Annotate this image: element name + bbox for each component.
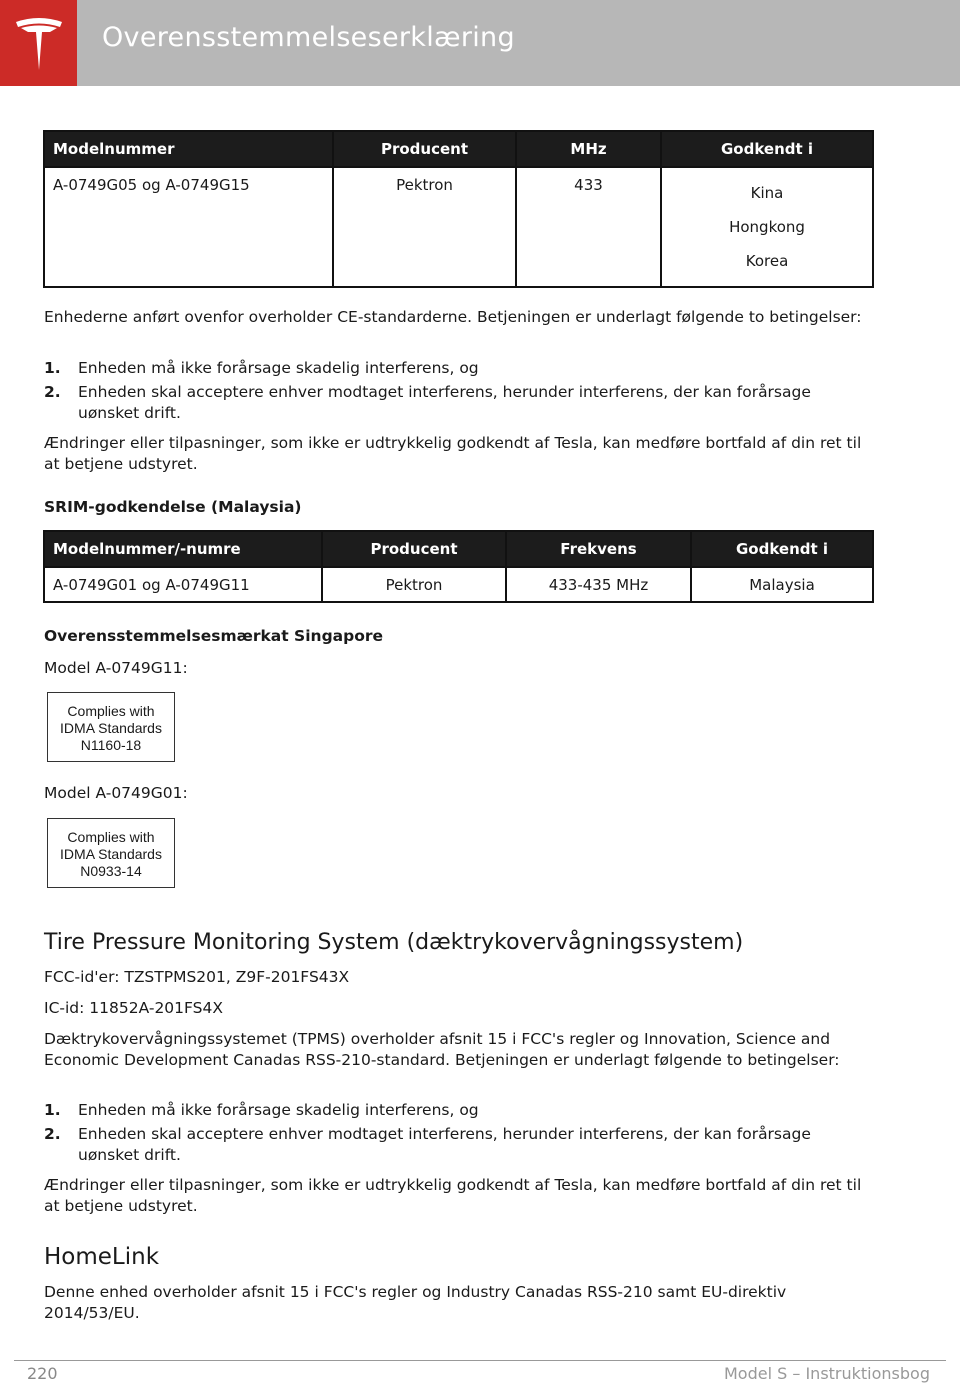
mark-line: N1160-18: [80, 737, 142, 753]
table-cell: Malaysia: [691, 567, 873, 602]
table-cell: A-0749G01 og A-0749G11: [44, 567, 322, 602]
table-row: [44, 167, 873, 287]
model-label: Model A-0749G11:: [44, 659, 188, 677]
table-header-row: [44, 131, 873, 167]
table-cell: Pektron: [333, 167, 516, 287]
column-header: Producent: [333, 131, 516, 167]
model-label: Model A-0749G01:: [44, 784, 188, 802]
approval-table: [43, 130, 874, 288]
column-header: Producent: [322, 531, 506, 567]
table-header-row: [44, 531, 873, 567]
paragraph: Enhederne anført ovenfor overholder CE-standarderne. Betjeningen er underlagt følgende to betingelser:: [44, 308, 862, 326]
tesla-logo-icon: [14, 16, 64, 70]
list-number: 1.: [44, 359, 61, 377]
mark-line: IDMA Standards: [60, 846, 162, 862]
table-cell: 433-435 MHz: [506, 567, 691, 602]
list-item: [44, 382, 874, 424]
list-item: [44, 1124, 874, 1166]
list-text: Enheden må ikke forårsage skadelig interferens, og: [78, 359, 479, 377]
idma-compliance-mark: [47, 818, 175, 888]
list-number: 2.: [44, 383, 61, 401]
section-heading: Overensstemmelsesmærkat Singapore: [44, 627, 384, 645]
page-number: 220: [27, 1364, 58, 1383]
paragraph: Denne enhed overholder afsnit 15 i FCC's regler og Industry Canadas RSS-210 samt EU-direktiv 2014/53/EU.: [44, 1283, 787, 1322]
table-cell: Pektron: [322, 567, 506, 602]
column-header: Godkendt i: [661, 131, 873, 167]
paragraph: Ændringer eller tilpasninger, som ikke er udtrykkelig godkendt af Tesla, kan medføre bortfald af din ret til at betjene udstyret.: [44, 1176, 862, 1215]
list-text: Enheden skal acceptere enhver modtaget interferens, herunder interferens, der kan forårsage uønsket drift.: [78, 1125, 811, 1164]
mark-line: Complies with: [67, 703, 155, 719]
table-cell: [661, 167, 873, 287]
approved-country: Kina: [750, 184, 784, 202]
page-title: Overensstemmelseserklæring: [102, 22, 515, 53]
column-header: Frekvens: [506, 531, 691, 567]
mark-line: N0933-14: [80, 863, 142, 879]
section-heading: HomeLink: [44, 1244, 160, 1270]
list-text: Enheden skal acceptere enhver modtaget interferens, herunder interferens, der kan forårsage uønsket drift.: [78, 383, 811, 422]
approved-country: Korea: [745, 252, 789, 270]
approved-country: Hongkong: [729, 218, 805, 236]
list-number: 1.: [44, 1101, 61, 1119]
footer-divider: [14, 1360, 946, 1361]
list-item: [44, 358, 874, 379]
fcc-id: FCC-id'er: TZSTPMS201, Z9F-201FS43X: [44, 968, 350, 986]
idma-compliance-mark: [47, 692, 175, 762]
paragraph: Ændringer eller tilpasninger, som ikke er udtrykkelig godkendt af Tesla, kan medføre bortfald af din ret til at betjene udstyret.: [44, 434, 862, 473]
table-row: [44, 567, 873, 602]
list-number: 2.: [44, 1125, 61, 1143]
footer-document-title: Model S – Instruktionsbog: [724, 1364, 930, 1383]
column-header: MHz: [516, 131, 661, 167]
table-cell: A-0749G05 og A-0749G15: [44, 167, 333, 287]
section-heading: SRIM-godkendelse (Malaysia): [44, 498, 302, 516]
column-header: Modelnummer: [44, 131, 333, 167]
list-item: [44, 1100, 874, 1121]
logo-box: [0, 0, 77, 86]
list-text: Enheden må ikke forårsage skadelig interferens, og: [78, 1101, 479, 1119]
table-cell: 433: [516, 167, 661, 287]
column-header: Modelnummer/-numre: [44, 531, 322, 567]
section-heading: Tire Pressure Monitoring System (dæktrykovervågningssystem): [44, 930, 744, 955]
paragraph: Dæktrykovervågningssystemet (TPMS) overholder afsnit 15 i FCC's regler og Innovation, Science and Economic Development Canadas RSS-210-standard. Betjeningen er underlagt følgende to betingelser:: [44, 1030, 840, 1069]
mark-line: IDMA Standards: [60, 720, 162, 736]
column-header: Godkendt i: [691, 531, 873, 567]
ic-id: IC-id: 11852A-201FS4X: [44, 999, 223, 1017]
page-header: [0, 0, 960, 86]
srim-table: [43, 530, 874, 603]
mark-line: Complies with: [67, 829, 155, 845]
